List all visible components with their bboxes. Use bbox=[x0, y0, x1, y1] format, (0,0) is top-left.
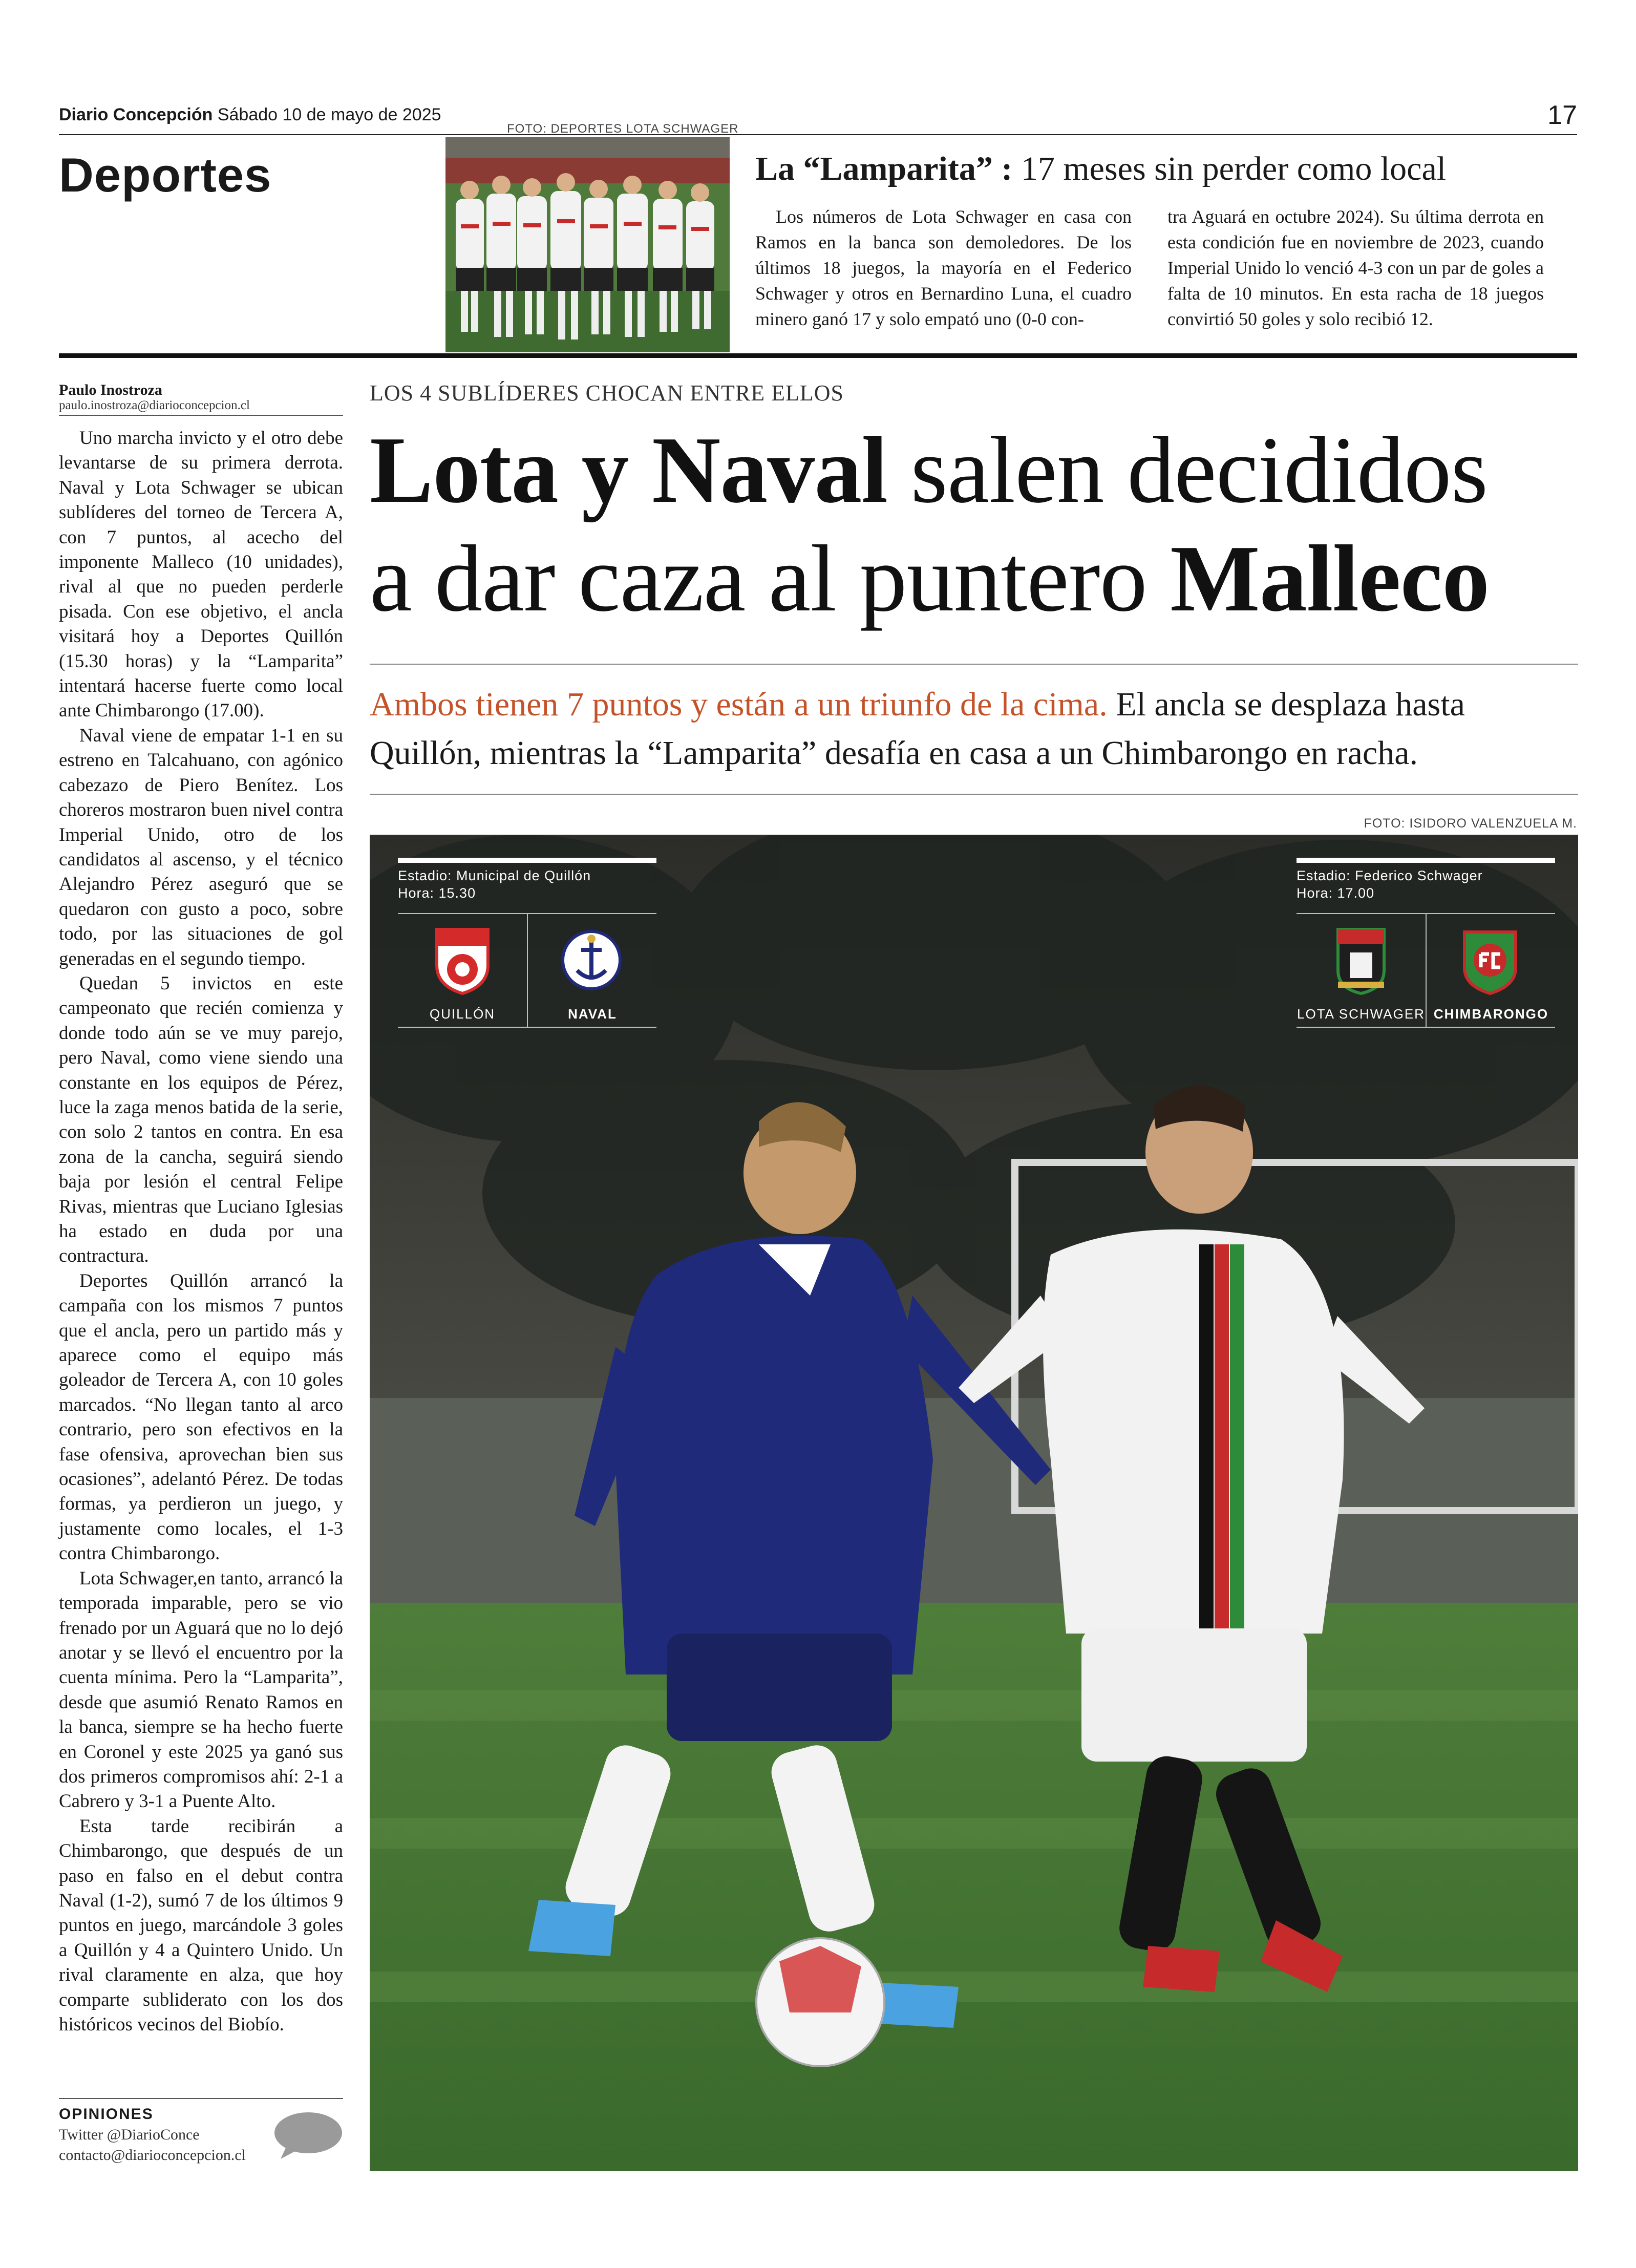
match-box-quillon-naval bbox=[398, 858, 656, 1028]
quillon-crest-icon bbox=[432, 924, 493, 996]
match-teams bbox=[398, 913, 656, 1028]
headline-bold-1: Lota y Naval bbox=[370, 417, 887, 523]
match-box-topline bbox=[398, 858, 656, 863]
side-story-headline bbox=[755, 150, 1446, 188]
naval-crest-icon bbox=[561, 924, 622, 996]
issue-date: Sábado 10 de mayo de 2025 bbox=[217, 105, 441, 124]
author-rule bbox=[59, 415, 343, 416]
standfirst-rule-bottom bbox=[370, 794, 1578, 795]
main-headline bbox=[370, 416, 1578, 633]
story-kicker: LOS 4 SUBLÍDERES CHOCAN ENTRE ELLOS bbox=[370, 380, 844, 406]
header-rule bbox=[59, 134, 1577, 135]
newspaper-name: Diario Concepción bbox=[59, 105, 213, 124]
opinion-rule bbox=[59, 2098, 343, 2099]
opinion-email[interactable]: contacto@diarioconcepcion.cl bbox=[59, 2147, 246, 2164]
headline-line-1 bbox=[370, 416, 1578, 524]
match-info bbox=[398, 863, 656, 902]
team-celebration-photo bbox=[445, 137, 730, 352]
body-paragraph-6: Esta tarde recibirán a Chimbarongo, que después de un paso en falso en el debut contra Naval (1-2), sumó 7 de los últimos 9 puntos en juego, marcándole 3 goles a Quillón y 4 a Quintero Unido. Un rival claramente en alza, que hoy comparte subliderato con los dos históricos vecinos del Biobío. bbox=[59, 1815, 343, 2035]
home-team-name: LOTA SCHWAGER bbox=[1297, 1006, 1425, 1022]
headline-bold-2: Malleco bbox=[1170, 526, 1490, 631]
side-story-column-2: tra Aguará en octubre 2024). Su última derrota en esta condición fue en noviembre de 2023, cuando Imperial Unido lo venció 4-3 con un par de goles a falta de 10 minutos. En esta racha de 18 juegos convirtió 50 goles y solo recibió 12. bbox=[1167, 206, 1544, 329]
side-headline-rest: 17 meses sin perder como local bbox=[1021, 150, 1447, 187]
match-box-lota-chimbarongo bbox=[1297, 858, 1555, 1028]
body-paragraph-4: Deportes Quillón arrancó la campaña con los mismos 7 puntos que el ancla, pero un partido más y aparece como el equipo más goleador de Tercera A, con 10 goles marcados. “No llegan tanto al arco contrario, pero son efectivos en la fase ofensiva, aprovechan bien sus ocasiones”, adelantó Pérez. De todas formas, ya perdieron un juego, y justamente como locales, el 1-3 contra Chimbarongo. bbox=[59, 1270, 343, 1564]
standfirst bbox=[370, 680, 1578, 777]
masthead bbox=[59, 105, 441, 125]
lota-schwager-crest-icon bbox=[1330, 924, 1392, 996]
match-info bbox=[1297, 863, 1555, 902]
team-celebration-illustration bbox=[445, 137, 730, 352]
headline-rest-2: a dar caza al puntero bbox=[370, 526, 1171, 631]
section-divider bbox=[59, 353, 1577, 358]
opinion-label: OPINIONES bbox=[59, 2106, 154, 2123]
body-paragraph-2: Naval viene de empatar 1-1 en su estreno en Talcahuano, con agónico cabezazo de Piero Benítez. Los choreros mostraron buen nivel contra Imperial Unido, otro de los candidatos al ascenso, y el técnico Alejandro Pérez aseguró que se quedaron con gusto a poco, sobre todo, por las situaciones de gol generadas en el segundo tiempo. bbox=[59, 725, 343, 969]
standfirst-rest: El ancla se desplaza hasta Quillón, mientras la “Lamparita” desafía en casa a un Chimbarongo en racha. bbox=[370, 686, 1465, 772]
match-box-topline bbox=[1297, 858, 1555, 863]
body-paragraph-5: Lota Schwager,en tanto, arrancó la temporada imparable, pero se vio frenado por un Aguará que no lo dejó anotar y se llevó el encuentro por la cuenta mínima. Pero la “Lamparita”, desde que asumió Renato Ramos en la banca, siempre se ha hecho fuerte en Coronel y este 2025 ya ganó sus dos primeros compromisos ahí: 2-1 a Cabrero y 3-1 a Puente Alto. bbox=[59, 1567, 343, 1812]
opinion-twitter[interactable]: Twitter @DiarioConce bbox=[59, 2126, 200, 2143]
match-time: Hora: 15.30 bbox=[398, 885, 476, 901]
match-teams bbox=[1297, 913, 1555, 1028]
body-paragraph-3: Quedan 5 invictos en este campeonato que recién comienza y donde todo aún se ve muy parejo, pero Naval, como viene siendo una constante en los equipos de Pérez, luce la zaga menos batida de la serie, con solo 2 tantos en contra. En esa zona de la cancha, seguirá siendo baja por lesión el central Felipe Rivas, mientras que Luciano Iglesias ha estado en duda por una contractura. bbox=[59, 972, 343, 1267]
headline-line-2 bbox=[370, 524, 1578, 633]
headline-rest-1: salen decididos bbox=[887, 417, 1488, 523]
away-team-name: NAVAL bbox=[568, 1006, 617, 1022]
standfirst-accent: Ambos tienen 7 puntos y están a un triunfo de la cima. bbox=[370, 686, 1108, 723]
body-paragraph-1: Uno marcha invicto y el otro debe levantarse de su primera derrota. Naval y Lota Schwager se ubican sublíderes del torneo de Tercera A, con 7 puntos, al acecho del imponente Malleco (10 unidades), rival al que no pueden perderle pisada. Con ese objetivo, el ancla visitará hoy a Deportes Quillón (15.30 horas) y la “Lamparita” intentará hacerse fuerte como local ante Chimbarongo (17.00). bbox=[59, 428, 343, 722]
match-action-illustration bbox=[370, 835, 1578, 2171]
speech-bubble-icon bbox=[271, 2110, 343, 2164]
match-time: Hora: 17.00 bbox=[1297, 885, 1375, 901]
match-action-photo bbox=[370, 835, 1578, 2171]
section-title: Deportes bbox=[59, 148, 272, 202]
chimbarongo-crest-icon bbox=[1459, 924, 1521, 996]
football bbox=[756, 1938, 884, 2066]
away-team-name: CHIMBARONGO bbox=[1433, 1006, 1549, 1022]
match-stadium: Estadio: Federico Schwager bbox=[1297, 868, 1483, 883]
author-name: Paulo Inostroza bbox=[59, 381, 162, 398]
side-headline-bold: La “Lamparita” : bbox=[755, 150, 1013, 187]
home-team-name: QUILLÓN bbox=[429, 1006, 496, 1022]
standfirst-rule-top bbox=[370, 664, 1578, 665]
top-photo-credit: FOTO: DEPORTES LOTA SCHWAGER bbox=[507, 122, 739, 136]
side-story-column-1: Los números de Lota Schwager en casa con Ramos en la banca son demoledores. De los últimos 18 juegos, la mayoría en el Federico Schwager y otros en Bernardino Luna, el cuadro minero ganó 17 y solo empató uno (0-0 con- bbox=[755, 206, 1132, 329]
page-number: 17 bbox=[1547, 100, 1577, 130]
article-body bbox=[59, 426, 343, 2037]
author-email[interactable]: paulo.inostroza@diarioconcepcion.cl bbox=[59, 398, 250, 412]
main-photo-credit: FOTO: ISIDORO VALENZUELA M. bbox=[1364, 816, 1577, 831]
match-stadium: Estadio: Municipal de Quillón bbox=[398, 868, 591, 883]
